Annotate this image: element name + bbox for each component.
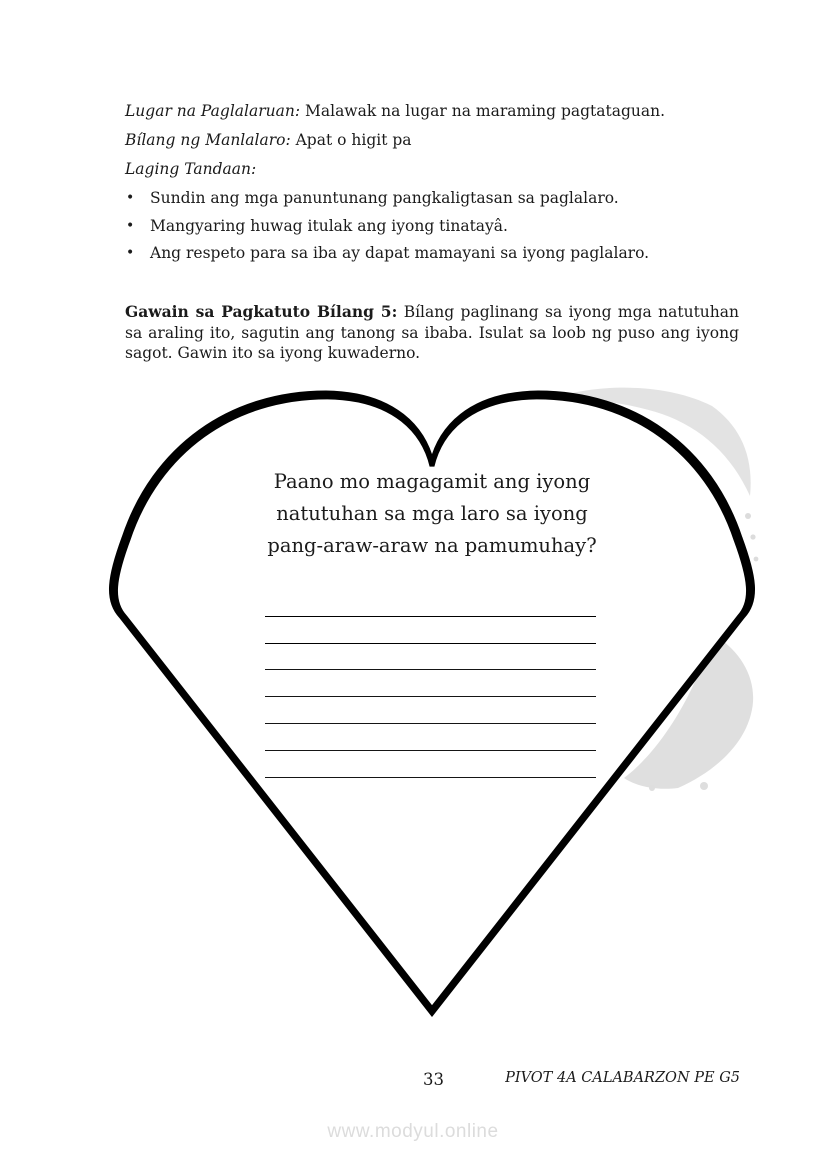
- meta-line: [125, 160, 745, 179]
- answer-lines: [265, 590, 596, 778]
- bullet-icon: •: [126, 217, 135, 234]
- meta-label: Laging Tandaan:: [125, 160, 257, 178]
- answer-writing-line: [265, 751, 596, 778]
- activity-instructions: [125, 302, 739, 364]
- list-item: [126, 244, 746, 263]
- reminder-text: Mangyaring huwag itulak ang iyong tinatayâ.: [150, 216, 508, 235]
- question-line: Paano mo magagamit ang iyong: [273, 470, 591, 493]
- answer-writing-line: [265, 697, 596, 724]
- meta-label: Lugar na Paglalaruan:: [125, 102, 301, 120]
- answer-writing-line: [265, 590, 596, 617]
- meta-label: Bílang ng Manlalaro:: [125, 131, 291, 149]
- bullet-icon: •: [126, 190, 135, 206]
- answer-writing-line: [265, 670, 596, 697]
- list-item: [126, 189, 746, 208]
- meta-value: Malawak na lugar na maraming pagtataguan.: [305, 102, 666, 120]
- meta-value: Apat o higit pa: [295, 131, 412, 149]
- answer-writing-line: [265, 724, 596, 751]
- question-line: pang-araw-araw na pamumuhay?: [267, 534, 597, 557]
- reminders-list: [126, 189, 746, 272]
- reminder-text: Sundin ang mga panuntunang pangkaligtasan sa paglalaro.: [150, 189, 619, 207]
- edition-label: PIVOT 4A CALABARZON PE G5: [505, 1070, 740, 1086]
- meta-line: [125, 131, 745, 150]
- answer-writing-line: [265, 644, 596, 671]
- activity-heading: Gawain sa Pagkatuto Bílang 5:: [125, 302, 398, 321]
- page-number: 33: [423, 1070, 444, 1089]
- question-line: natutuhan sa mga laro sa iyong: [276, 502, 588, 525]
- watermark: www.modyul.online: [327, 1121, 499, 1142]
- answer-writing-line: [265, 617, 596, 644]
- activity-body: Bílang paglinang sa iyong mga natutuhan sa araling ito, sagutin ang tanong sa ibaba. Isulat sa loob ng puso ang iyong sagot. Gawin ito sa iyong kuwaderno.: [125, 303, 739, 363]
- list-item: [126, 217, 746, 236]
- reminder-text: Ang respeto para sa iba ay dapat mamayani sa iyong paglalaro.: [150, 244, 650, 262]
- bullet-icon: •: [126, 245, 135, 261]
- game-details: [125, 102, 745, 189]
- heart-question: [232, 466, 632, 562]
- meta-line: [125, 102, 745, 121]
